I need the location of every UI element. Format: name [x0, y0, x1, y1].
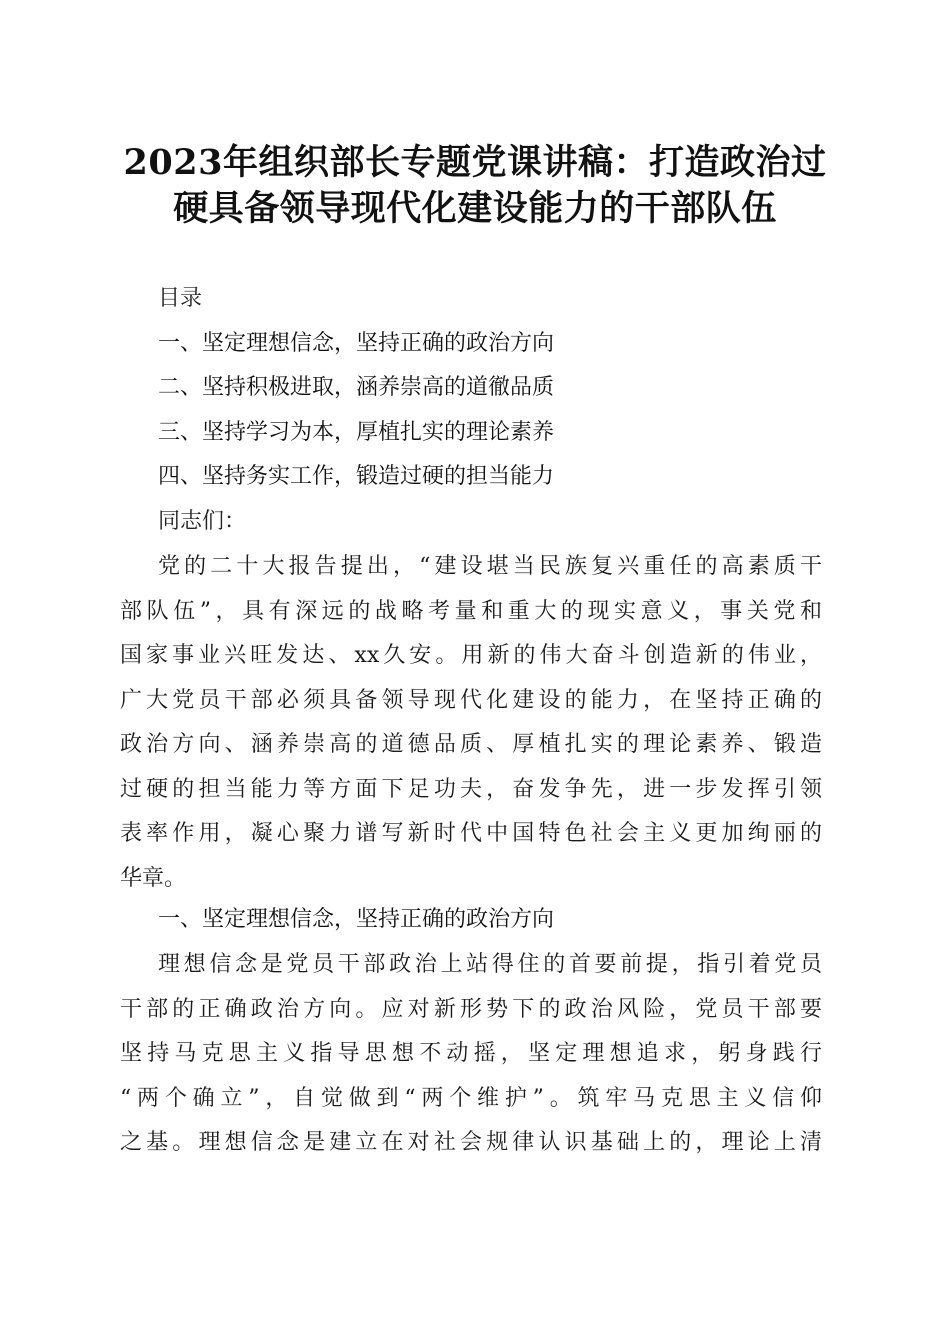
paragraph-line: 国家事业兴旺发达、xx久安。用新的伟大奋斗创造新的伟业， [120, 643, 822, 668]
paragraph-line: 干部的正确政治方向。应对新形势下的政治风险，党员干部要 [120, 996, 822, 1022]
paragraph-line: 党的二十大报告提出，“建设堪当民族复兴重任的高素质干 [158, 554, 822, 579]
toc-item: 三、坚持学习为本，厚植扎实的理论素养 [158, 419, 555, 445]
paragraph-line: 表率作用，凝心聚力谱写新时代中国特色社会主义更加绚丽的 [120, 821, 822, 846]
toc-item: 二、坚持积极进取，涵养崇高的道徹品质 [158, 375, 555, 400]
paragraph-line: 过硬的担当能力等方面下足功夫，奋发争先，进一步发挥引领 [120, 776, 822, 802]
paragraph-line: 部队伍”，具有深远的战略考量和重大的现实意义，事关党和 [120, 598, 822, 624]
title-line-1: 2023年组织部长专题党课讲稿：打造政治过 [123, 142, 827, 183]
section-heading: 一、坚定理想信念，坚持正确的政治方向 [158, 907, 555, 932]
toc-label: 目录 [158, 286, 203, 311]
table-of-contents [158, 277, 838, 500]
paragraph-line: 华章。 [120, 865, 187, 891]
document-title [120, 140, 830, 232]
toc-item: 四、坚持务实工作，锻造过硬的担当能力 [158, 464, 555, 489]
toc-item: 一、坚定理想信念，坚持正确的政治方向 [158, 330, 555, 356]
intro-paragraph [120, 545, 822, 901]
section1-paragraph [120, 943, 822, 1166]
paragraph-line: 坚持马克思主义指导思想不动摇，坚定理想追求，躬身践行 [120, 1041, 822, 1066]
paragraph-line: 理想信念是党员干部政治上站得住的首要前提，指引着党员 [158, 952, 822, 977]
paragraph-line: “两个确立”，自觉做到“两个维护”。筑牢马克思主义信仰 [120, 1085, 822, 1111]
paragraph-line: 之基。理想信念是建立在对社会规律认识基础上的，理论上清 [120, 1130, 822, 1155]
salutation: 同志们： [158, 509, 247, 534]
title-line-2: 硬具备领导现代化建设能力的干部队伍 [173, 188, 777, 229]
paragraph-line: 政治方向、涵养崇高的道德品质、厚植扎实的理论素养、锻造 [120, 732, 822, 757]
paragraph-line: 广大党员干部必须具备领导现代化建设的能力，在坚持正确的 [120, 687, 822, 713]
